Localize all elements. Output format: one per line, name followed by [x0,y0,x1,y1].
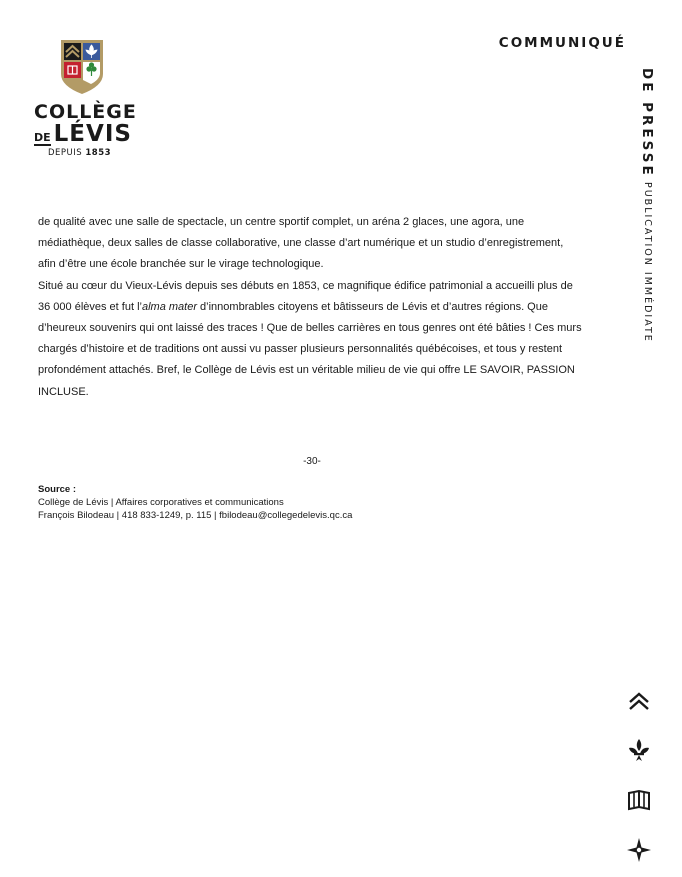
logo-since-word: DEPUIS [48,148,83,158]
source-line-1: Collège de Lévis | Affaires corporatives et communications [38,497,284,508]
source-line-2: François Bilodeau | 418 833-1249, p. 115 | fbilodeau@collegedelevis.qc.ca [38,510,353,521]
paragraph-2-start: Situé au cœur du Vieux-Lévis depuis ses débuts en 1853, ce magnifique édifice patrimonial a accueilli plus de 36 000 élèves et fut l’ [38,279,573,313]
de-presse-heading: DE PRESSE [639,68,655,178]
paragraph-2 [38,276,583,403]
paragraph-1: de qualité avec une salle de spectacle, un centre sportif complet, un aréna 2 glaces, une agora, une médiathèque, deux salles de classe collaborative, une classe d’art numérique et un studio d’enregistrement, afin d’être une école branchée sur le virage technologique. [38,216,564,271]
publication-label: PUBLICATION IMMÉDIATE [642,182,653,343]
compass-star-icon [626,837,652,863]
press-release-body [38,212,583,403]
communique-heading: COMMUNIQUÉ [498,35,626,51]
fleur-de-lis-icon [626,737,652,763]
chevron-stack-icon [626,688,652,714]
open-book-icon [626,787,652,813]
crest-icon [59,38,105,96]
college-logo [34,38,137,158]
source-block [38,483,352,522]
paragraph-2-end: d’innombrables citoyens et bâtisseurs de Lévis et d’autres régions. Que d’heureux souvenirs qui ont laissé des traces ! Que de belles carrières en tous genres ont été bâties ! Ces murs chargés d’histoire et de traditions ont aussi vu passer plusieurs personnalités québécoises, et tous y restent profondément attachés. Bref, le Collège de Lévis est un véritable milieu de vie qui offre LE SAVOIR, PASSION INCLUSE. [38,300,582,398]
logo-levis-line [34,122,130,146]
logo-since [48,148,130,158]
alma-mater-italic: alma mater [141,300,197,313]
logo-levis-text: LÉVIS [53,121,132,147]
logo-de-text: DE [34,131,51,144]
logo-college-text: COLLÈGE [34,101,137,123]
logo-since-year: 1853 [85,148,112,158]
end-mark: -30- [303,456,321,467]
source-title: Source : [38,484,77,495]
